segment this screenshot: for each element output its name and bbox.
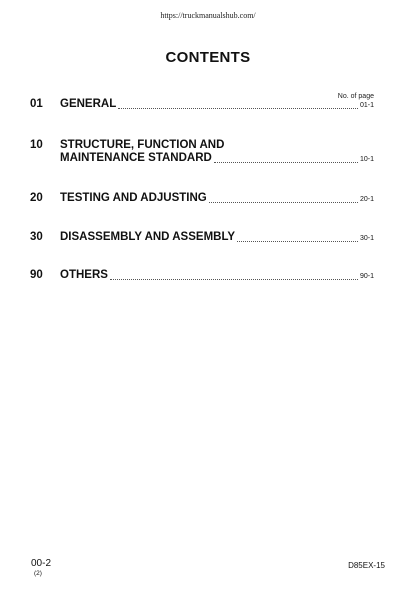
dot-leader [237, 241, 358, 242]
section-title: DISASSEMBLY AND ASSEMBLY [60, 231, 236, 243]
section-page: 20-1 [359, 196, 374, 203]
section-title-line-1: STRUCTURE, FUNCTION AND [60, 139, 225, 151]
toc-entry-testing[interactable] [30, 192, 374, 206]
section-page: 10-1 [359, 156, 374, 163]
toc-entry-disassembly[interactable] [30, 231, 374, 245]
section-number: 20 [30, 192, 43, 204]
section-number: 30 [30, 231, 43, 243]
section-number: 90 [30, 269, 43, 281]
page-column-label: No. of page [337, 93, 374, 100]
section-title: GENERAL [60, 98, 117, 110]
section-number: 10 [30, 139, 43, 151]
toc-entry-structure[interactable] [30, 139, 374, 166]
source-url[interactable]: https://truckmanualshub.com/ [160, 11, 256, 20]
dot-leader [209, 202, 358, 203]
section-page: 01-1 [359, 102, 374, 109]
section-page: 90-1 [359, 273, 374, 280]
section-page: 30-1 [359, 235, 374, 242]
footer-model: D85EX-15 [348, 561, 385, 570]
dot-leader [110, 279, 358, 280]
dot-leader [118, 108, 358, 109]
section-title-line-2: MAINTENANCE STANDARD [60, 152, 212, 164]
footer-revision: (2) [34, 570, 42, 577]
section-title: TESTING AND ADJUSTING [60, 192, 207, 204]
dot-leader [214, 162, 358, 163]
page-title: CONTENTS [165, 49, 251, 66]
toc-entry-general[interactable] [30, 98, 374, 112]
toc-entry-others[interactable] [30, 269, 374, 283]
section-title: OTHERS [60, 269, 108, 281]
footer-page-number: 00-2 [31, 558, 52, 569]
section-number: 01 [30, 98, 43, 110]
